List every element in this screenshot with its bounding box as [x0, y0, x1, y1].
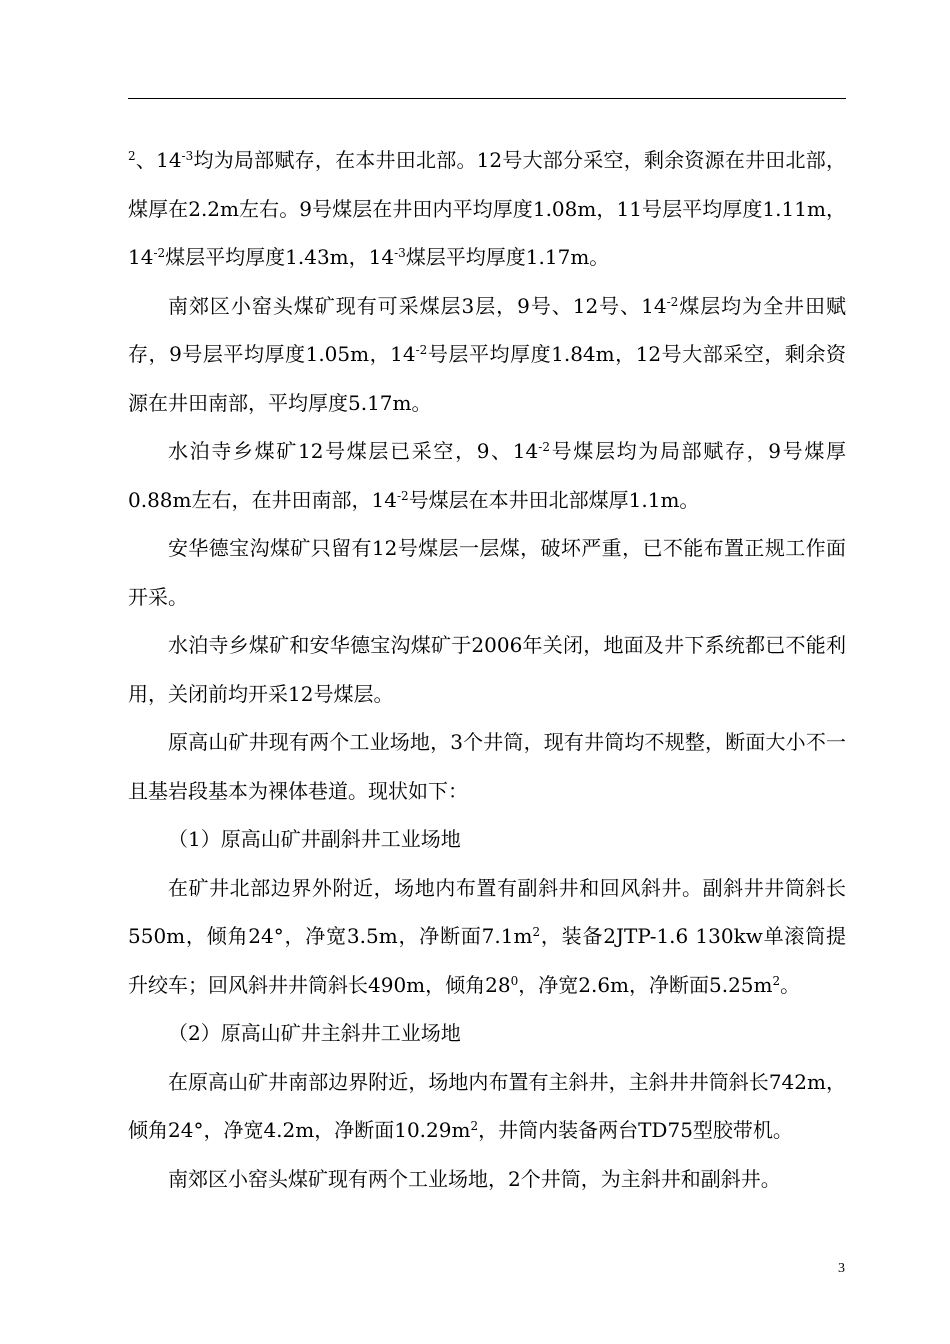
paragraph: [128, 524, 846, 621]
superscript: -3: [394, 245, 406, 260]
text-run: 南郊区小窑头煤矿现有两个工业场地，2个井筒，为主斜井和副斜井。: [168, 1166, 781, 1191]
superscript: -2: [415, 342, 428, 357]
text-run: 原高山矿井现有两个工业场地，3个井筒，现有井筒均不规整，断面大小不一且基岩段基本为裸体巷道。现状如下：: [128, 730, 846, 803]
header-rule: [128, 98, 846, 99]
text-run: ，井筒内装备两台TD75型胶带机。: [478, 1118, 793, 1142]
paragraph: [128, 864, 846, 1010]
text-run: 在原高山矿井南部边界附近，场地内布置有主斜井，主斜井井筒斜长742m，倾角24°，净宽4.2m，净断面10.29m: [128, 1069, 846, 1142]
superscript: 2: [470, 1118, 479, 1133]
text-run: 号层平均厚度1.84m，12号大部采空，剩余资源在井田南部，平均厚度5.17m。: [128, 342, 847, 415]
text-run: ，净宽2.6m，净断面5.25m: [518, 972, 773, 997]
text-run: 安华德宝沟煤矿只留有12号煤层一层煤，破坏严重，已不能布置正规工作面开采。: [128, 536, 846, 609]
paragraph: [128, 815, 846, 864]
superscript: -2: [396, 488, 409, 503]
superscript: -2: [538, 439, 550, 454]
superscript: 2: [772, 973, 781, 988]
paragraph: [128, 1155, 846, 1204]
superscript: -2: [666, 294, 679, 309]
text-run: ，装备2JTP-1.6 130kw单滚筒提升绞车；回风斜井井筒斜长490m，倾角28: [128, 924, 846, 997]
text-run: 煤层平均厚度1.43m，14: [165, 245, 395, 269]
superscript: 2: [532, 924, 541, 939]
paragraph: [128, 136, 846, 282]
text-run: 号煤层在本井田北部煤厚1.1m。: [408, 487, 700, 512]
text-run: 号煤层均为局部赋存，9号煤厚0.88m左右，在井田南部，14: [128, 439, 846, 512]
paragraph: [128, 621, 846, 718]
paragraph: [128, 427, 846, 524]
text-run: 均为局部赋存，在本井田北部。12号大部分采空，剩余资源在井田北部，煤厚在2.2m左右。9号煤层在井田内平均厚度1.08m，11号层平均厚度1.11m，14: [128, 148, 846, 269]
superscript: -3: [181, 148, 194, 163]
superscript: 2: [128, 148, 136, 163]
text-run: 煤层均为全井田赋存，9号层平均厚度1.05m，14: [128, 293, 846, 366]
page-number: 3: [838, 1261, 845, 1276]
text-run: 、14: [135, 148, 182, 172]
text-run: 煤层平均厚度1.17m。: [405, 245, 610, 269]
paragraph: [128, 1058, 846, 1155]
paragraph: [128, 1009, 846, 1058]
paragraph: [128, 718, 846, 815]
superscript: -2: [153, 245, 166, 260]
body-text: [128, 136, 846, 1203]
text-run: 水泊寺乡煤矿12号煤层已采空，9、14: [168, 439, 539, 463]
paragraph: [128, 282, 846, 428]
text-run: （1）原高山矿井副斜井工业场地: [168, 827, 461, 851]
superscript: 0: [510, 973, 519, 988]
text-run: （2）原高山矿井主斜井工业场地: [168, 1021, 461, 1045]
text-run: 在矿井北部边界外附近，场地内布置有副斜井和回风斜井。副斜井井筒斜长550m，倾角24°，净宽3.5m，净断面7.1m: [128, 875, 846, 948]
text-run: 南郊区小窑头煤矿现有可采煤层3层，9号、12号、14: [168, 293, 667, 318]
text-run: 水泊寺乡煤矿和安华德宝沟煤矿于2006年关闭，地面及井下系统都已不能利用，关闭前均开采12号煤层。: [128, 633, 846, 706]
text-run: 。: [780, 972, 801, 997]
